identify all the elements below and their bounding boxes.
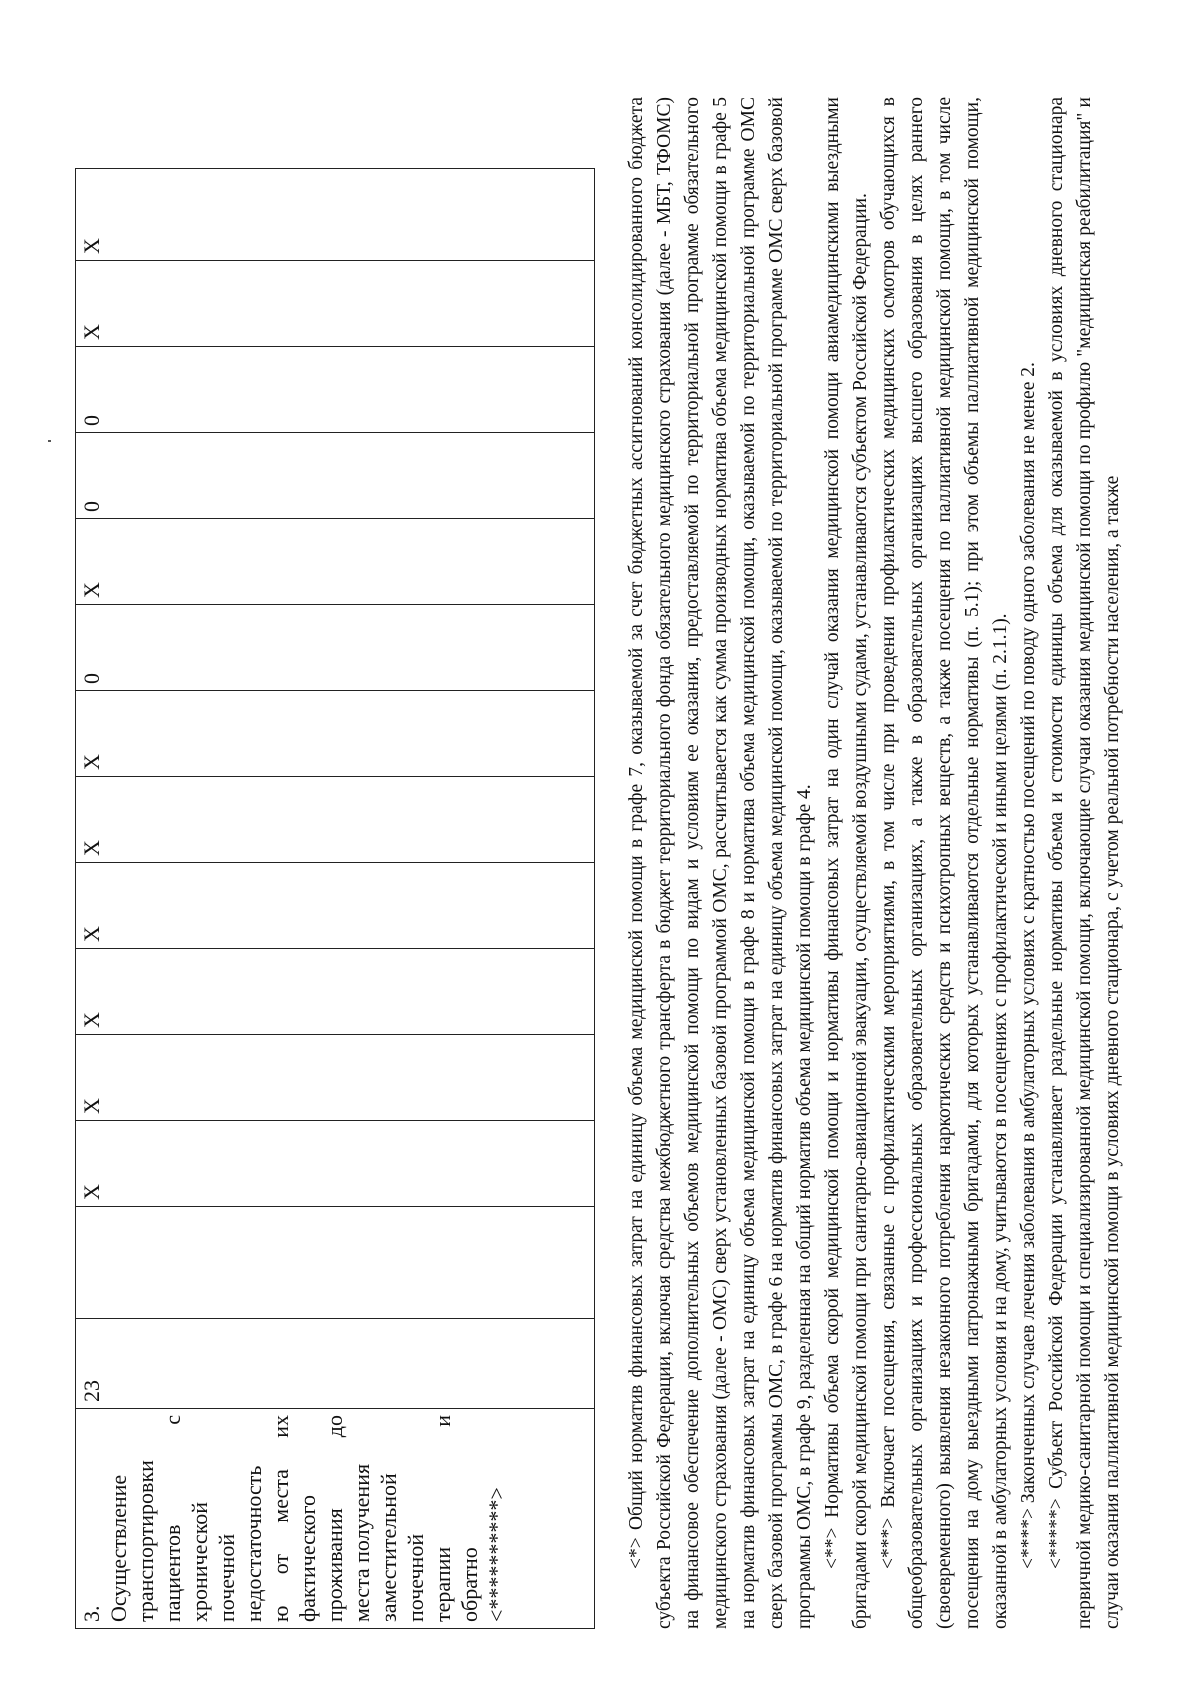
value-cell: X — [76, 1121, 595, 1207]
value-cell: X — [76, 777, 595, 863]
service-name-cell — [76, 1409, 595, 1629]
name-line: места получения — [349, 1463, 374, 1622]
rotated-page — [75, 97, 1123, 1629]
name-line: пациентов с — [160, 1415, 185, 1622]
name-line: проживания до — [322, 1415, 347, 1622]
name-line: транспортировки — [133, 1460, 158, 1622]
name-line: Осуществление — [106, 1474, 131, 1622]
value-cell: X — [76, 169, 595, 261]
norms-table — [75, 168, 595, 1629]
name-line: хронической — [187, 1501, 212, 1622]
value-cell: 0 — [76, 433, 595, 519]
name-line: почечной — [214, 1533, 239, 1622]
name-line: почечной — [403, 1533, 428, 1622]
footnote-2: <**> Нормативы объема скорой медицинской помощи и нормативы финансовых затрат на один случай оказания медицинской помощи авиамедицинскими выездными бригадами скорой медицинской помощи при санитарно-авиационной эвакуации, осуществляемой воздушными судами, устанавливаются субъектом Российской Федерации. — [822, 97, 871, 1629]
name-line: терапии и — [430, 1415, 455, 1622]
name-line: 3. — [79, 1605, 104, 1622]
value-cell: X — [76, 519, 595, 605]
value-cell — [76, 1207, 595, 1319]
scan-speck — [48, 440, 51, 442]
row-number-cell: 23 — [76, 1319, 595, 1409]
name-line: фактического — [295, 1495, 320, 1622]
footnote-1: <*> Общий норматив финансовых затрат на единицу объема медицинской помощи в графе 7, оказываемой за счет бюджетных ассигнований консолидированного бюджета субъекта Российской Федерации, включая средства межбюджетного трансферта в бюджет территориального фонда обязательного медицинского страхования (далее - МБТ, ТФОМС) на финансовое обеспечение дополнительных объемов медицинской помощи по видам и условиям ее оказания, предоставляемой по территориальной программе обязательного медицинского страхования (далее - ОМС) сверх установленных базовой программой ОМС, рассчитывается как сумма производных норматива объема медицинской помощи в графе 5 на норматив финансовых затрат на единицу объема медицинской помощи в графе 8 и норматива объема медицинской помощи, оказываемой по территориальной программе ОМС сверх базовой программы ОМС, в графе 6 на норматив финансовых затрат на единицу объема медицинской помощи, оказываемой по территориальной программе ОМС сверх базовой программы ОМС, в графе 9, разделенная на общий норматив объема медицинской помощи в графе 4. — [626, 97, 815, 1629]
table-row — [76, 169, 595, 1629]
footnote-4: <****> Законченных случаев лечения заболевания в амбулаторных условиях с кратностью посещений по поводу одного заболевания не менее 2. — [1018, 362, 1039, 1569]
value-cell: X — [76, 261, 595, 347]
value-cell: 0 — [76, 605, 595, 691]
value-cell: X — [76, 691, 595, 777]
value-cell: 0 — [76, 347, 595, 433]
value-cell: X — [76, 1035, 595, 1121]
name-line: обратно — [457, 1547, 482, 1622]
footnotes — [623, 97, 1127, 1629]
name-line: заместительной — [376, 1473, 401, 1622]
name-line: ю от места их — [268, 1415, 293, 1622]
value-cell: X — [76, 949, 595, 1035]
footnote-5: <*****> Субъект Российской Федерации устанавливает раздельные нормативы объема и стоимости единицы объема для оказываемой в условиях дневного стационара первичной медико-санитарной помощи и специализированной медицинской помощи, включающие случаи оказания медицинской помощи по профилю "медицинская реабилитация" и случаи оказания паллиативной медицинской помощи в условиях дневного стационара, с учетом реальной потребности населения, а также — [1046, 97, 1123, 1629]
value-cell: X — [76, 863, 595, 949]
name-line: недостаточность — [241, 1465, 266, 1622]
name-line: <**********> — [484, 1487, 509, 1622]
footnote-3: <***> Включает посещения, связанные с профилактическими мероприятиями, в том числе при проведении профилактических медицинских осмотров обучающихся в общеобразовательных организациях и профессиональных образовательных организациях, а также в образовательных организациях высшего образования в целях раннего (своевременного) выявления незаконного потребления наркотических средств и психотропных веществ, а также посещения по паллиативной медицинской помощи, в том числе посещения на дому выездными патронажными бригадами, для которых устанавливаются отдельные нормативы (п. 5.1); при этом объемы паллиативной медицинской помощи, оказанной в амбулаторных условия и на дому, учитываются в посещениях с профилактической и иными целями (п. 2.1.1). — [878, 97, 1011, 1629]
